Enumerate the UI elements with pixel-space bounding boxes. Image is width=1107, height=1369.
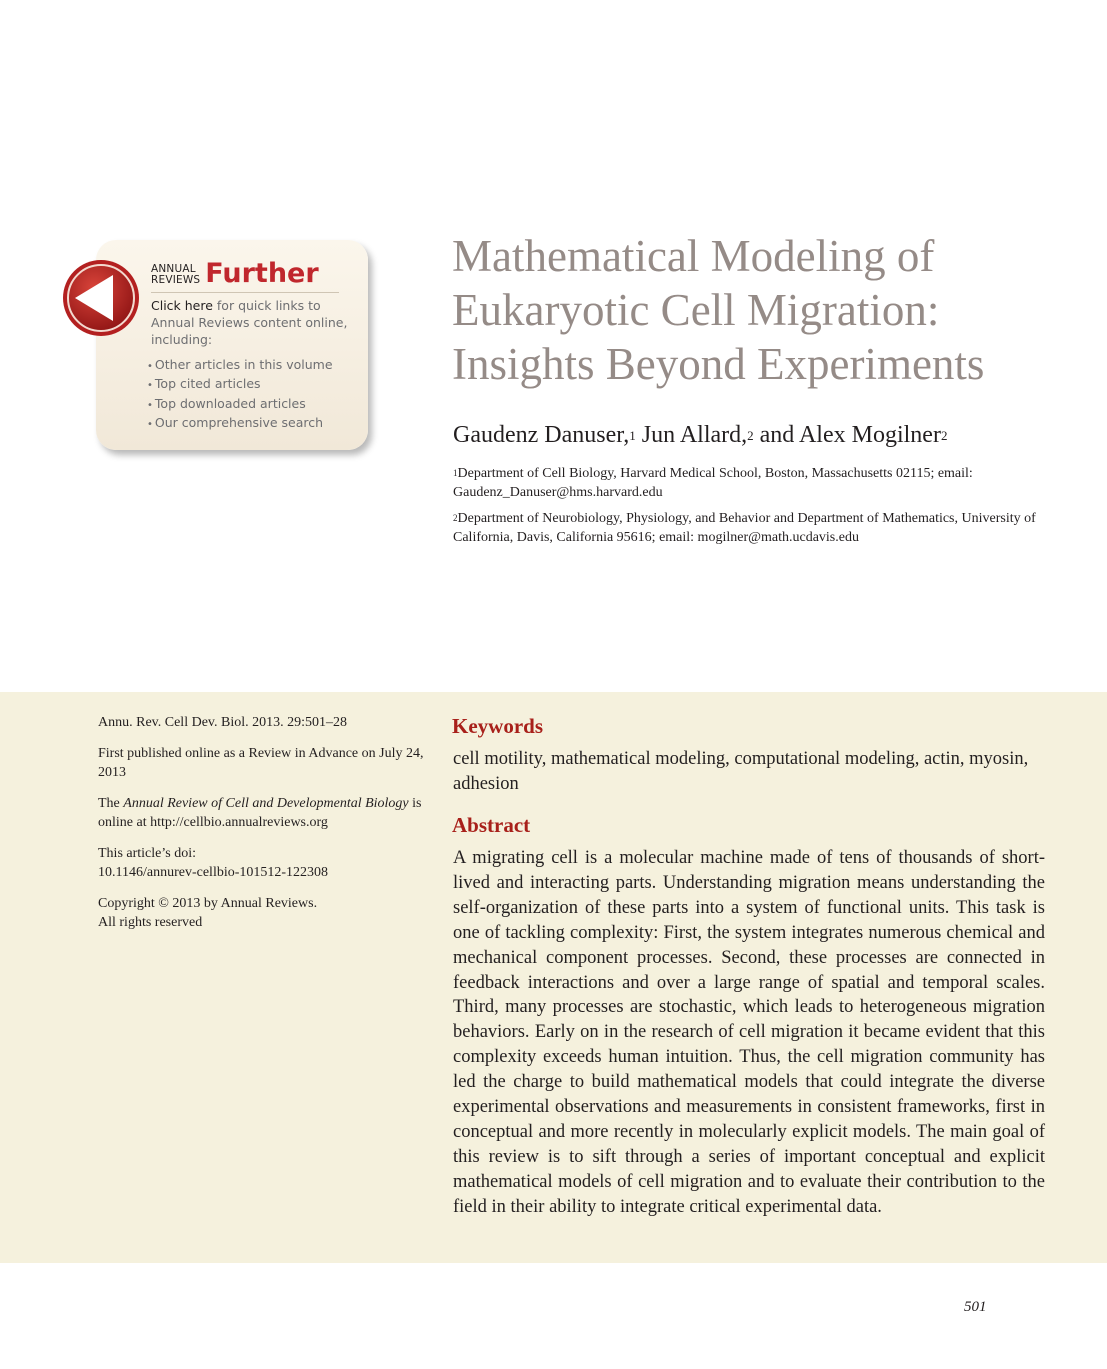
article-title: Mathematical Modeling of Eukaryotic Cell Migration: Insights Beyond Experiments <box>452 231 985 389</box>
affiliation-1: $^1$Department of Cell Biology, Harvard Medical School, Boston, Massachusetts 02115; email: Gaudenz_Danuser@hms.harvard.edu <box>453 466 973 500</box>
author-list <box>453 420 947 450</box>
further-header <box>151 260 319 288</box>
further-intro-text: for quick links to Annual Reviews content online, including: <box>151 298 348 347</box>
abstract-heading: Abstract <box>452 813 531 837</box>
annual-reviews-logo: ANNUAL REVIEWS <box>151 263 201 286</box>
author-name: Alex Mogilner <box>798 422 941 448</box>
abstract-text: A migrating cell is a molecular machine made of tens of thousands of short-lived and interacting parts. Understanding migration means understanding the self-organization of these parts into a system of functional units. This task is one of tackling complexity: First, the system integrates numerous chemical and mechanical component processes. Second, these processes are connected in feedback interactions and over a large range of spatial and temporal scales. Third, many processes are stochastic, which leads to heterogeneous migration behaviors. Early on in the research of cell migration it became evident that this complexity exceeds human intuition. Thus, the cell migration community has led the charge to build mathematical models that could integrate the diverse experimental observations and measurements in consistent frameworks, first in conceptual and more recently in molecularly explicit models. The main goal of this review is to sift through a series of important conceptual and explicit mathematical models of cell migration and to evaluate their contribution to the field in their ability to integrate critical experimental data. <box>453 848 1045 1217</box>
further-link-other-articles[interactable]: • Other articles in this volume <box>147 356 333 375</box>
author-affil-mark: 1 <box>629 428 636 443</box>
copyright: Copyright © 2013 by Annual Reviews. All rights reserved <box>98 896 318 930</box>
further-link-search[interactable]: • Our comprehensive search <box>147 414 333 433</box>
further-title: Further <box>205 258 319 289</box>
author-joiner: and <box>759 422 795 448</box>
author-name: Jun Allard, <box>641 422 748 448</box>
first-published: First published online as a Review in Advance on July 24, 2013 <box>98 746 424 780</box>
author-affil-mark: 2 <box>940 428 948 443</box>
further-divider <box>151 292 339 293</box>
further-links <box>147 356 333 434</box>
affiliation-2: $^2$Department of Neurobiology, Physiology, and Behavior and Department of Mathematics, University of California, Davis, California 95616; email: mogilner@math.ucdavis.edu <box>453 511 1036 545</box>
author-affil-mark: 2 <box>747 428 754 443</box>
further-link-top-downloaded[interactable]: • Top downloaded articles <box>147 395 333 414</box>
journal-name: Annual Review of Cell and Developmental Biology <box>123 796 409 811</box>
further-intro <box>151 297 351 348</box>
keywords-heading: Keywords <box>452 714 543 738</box>
journal-online-note: The Annual Review of Cell and Developmental Biology is online at http://cellbio.annualreviews.org <box>98 796 422 830</box>
further-link-top-cited[interactable]: • Top cited articles <box>147 375 333 394</box>
page-number: 501 <box>964 1299 987 1315</box>
author-name: Gaudenz Danuser, <box>453 422 630 448</box>
click-here-link[interactable]: Click here <box>151 298 213 313</box>
further-arrow-icon[interactable] <box>61 258 141 338</box>
keywords-text: cell motility, mathematical modeling, computational modeling, actin, myosin, adhesion <box>453 749 1029 794</box>
article-info-sidebar <box>98 713 428 944</box>
citation: Annu. Rev. Cell Dev. Biol. 2013. 29:501–28 <box>98 715 348 730</box>
doi[interactable]: 10.1146/annurev-cellbio-101512-122308 <box>98 865 329 880</box>
doi-block: This article’s doi: 10.1146/annurev-cellbio-101512-122308 <box>98 846 329 880</box>
